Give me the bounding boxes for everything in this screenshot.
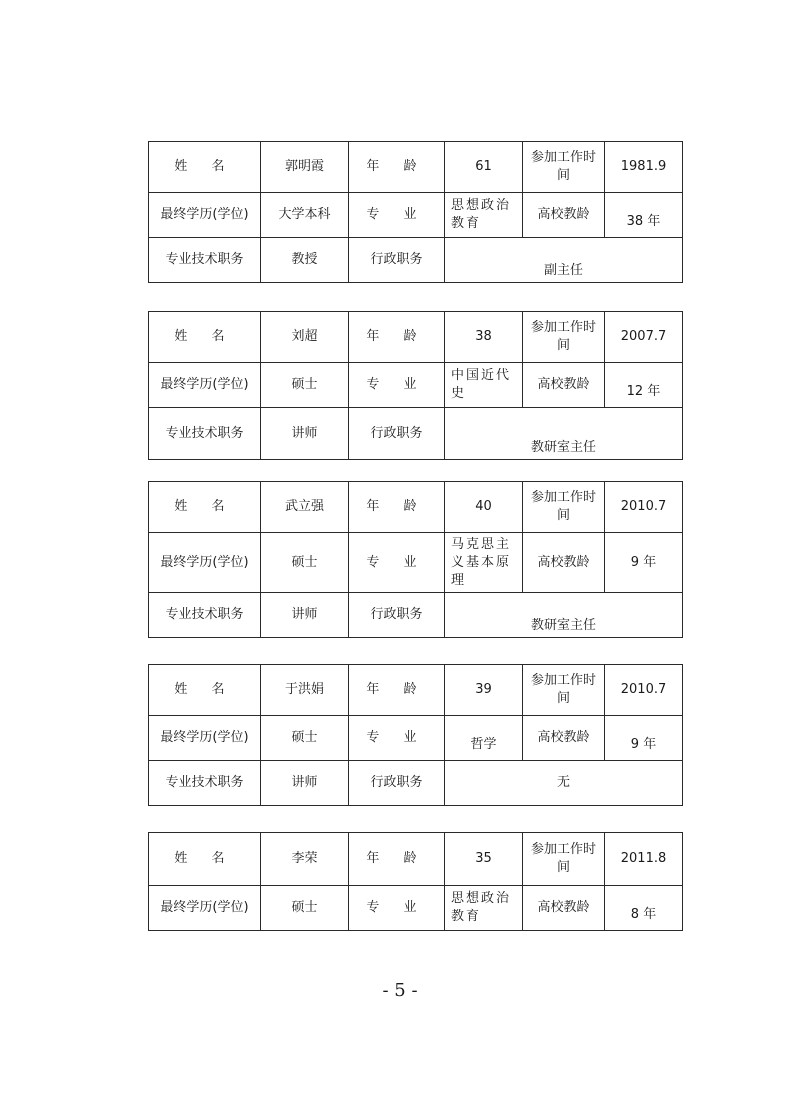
- value-admin-post: 副主任: [445, 238, 683, 283]
- value-admin-post: 教研室主任: [445, 408, 683, 460]
- staff-card-5: [148, 832, 683, 931]
- label-teaching-years: 高校教龄: [523, 533, 605, 593]
- label-title: 专业技术职务: [149, 408, 261, 460]
- label-work-start: 参加工作时间: [523, 142, 605, 193]
- label-admin-post: 行政职务: [349, 593, 445, 638]
- label-work-start: 参加工作时间: [523, 833, 605, 886]
- label-age: 年 龄: [349, 482, 445, 533]
- label-admin-post: 行政职务: [349, 761, 445, 806]
- label-admin-post: 行政职务: [349, 408, 445, 460]
- value-teaching-years: 38 年: [605, 193, 683, 238]
- label-work-start: 参加工作时间: [523, 482, 605, 533]
- value-name: 刘超: [261, 312, 349, 363]
- page-number: - 5 -: [382, 980, 418, 1001]
- value-teaching-years: 9 年: [605, 533, 683, 593]
- staff-card-3: [148, 481, 683, 638]
- label-major: 专 业: [349, 886, 445, 931]
- label-education: 最终学历(学位): [149, 363, 261, 408]
- staff-card-1: [148, 141, 683, 283]
- value-name: 武立强: [261, 482, 349, 533]
- value-work-start: 2007.7: [605, 312, 683, 363]
- label-education: 最终学历(学位): [149, 886, 261, 931]
- label-name: 姓 名: [149, 665, 261, 716]
- value-education: 大学本科: [261, 193, 349, 238]
- value-education: 硕士: [261, 886, 349, 931]
- staff-card-4: [148, 664, 683, 806]
- value-age: 38: [445, 312, 523, 363]
- label-title: 专业技术职务: [149, 761, 261, 806]
- value-age: 35: [445, 833, 523, 886]
- label-major: 专 业: [349, 716, 445, 761]
- value-age: 40: [445, 482, 523, 533]
- label-education: 最终学历(学位): [149, 533, 261, 593]
- label-name: 姓 名: [149, 482, 261, 533]
- label-age: 年 龄: [349, 312, 445, 363]
- value-title: 教授: [261, 238, 349, 283]
- value-teaching-years: 9 年: [605, 716, 683, 761]
- value-work-start: 2010.7: [605, 482, 683, 533]
- value-major: 哲学: [445, 716, 523, 761]
- label-age: 年 龄: [349, 833, 445, 886]
- value-age: 39: [445, 665, 523, 716]
- value-name: 李荣: [261, 833, 349, 886]
- label-teaching-years: 高校教龄: [523, 716, 605, 761]
- value-education: 硕士: [261, 716, 349, 761]
- value-work-start: 2011.8: [605, 833, 683, 886]
- value-education: 硕士: [261, 533, 349, 593]
- label-age: 年 龄: [349, 142, 445, 193]
- label-admin-post: 行政职务: [349, 238, 445, 283]
- value-title: 讲师: [261, 593, 349, 638]
- value-work-start: 1981.9: [605, 142, 683, 193]
- label-teaching-years: 高校教龄: [523, 363, 605, 408]
- value-admin-post: 无: [445, 761, 683, 806]
- value-name: 于洪娟: [261, 665, 349, 716]
- value-major: 中国近代史: [445, 363, 523, 408]
- label-name: 姓 名: [149, 142, 261, 193]
- value-major: 思想政治教育: [445, 886, 523, 931]
- value-age: 61: [445, 142, 523, 193]
- value-teaching-years: 8 年: [605, 886, 683, 931]
- label-work-start: 参加工作时间: [523, 312, 605, 363]
- value-work-start: 2010.7: [605, 665, 683, 716]
- value-major: 思想政治教育: [445, 193, 523, 238]
- label-major: 专 业: [349, 363, 445, 408]
- label-major: 专 业: [349, 533, 445, 593]
- value-major: 马克思主义基本原理: [445, 533, 523, 593]
- label-major: 专 业: [349, 193, 445, 238]
- label-teaching-years: 高校教龄: [523, 886, 605, 931]
- label-name: 姓 名: [149, 312, 261, 363]
- staff-card-2: [148, 311, 683, 460]
- label-education: 最终学历(学位): [149, 716, 261, 761]
- value-teaching-years: 12 年: [605, 363, 683, 408]
- label-name: 姓 名: [149, 833, 261, 886]
- value-admin-post: 教研室主任: [445, 593, 683, 638]
- value-title: 讲师: [261, 408, 349, 460]
- label-title: 专业技术职务: [149, 238, 261, 283]
- label-teaching-years: 高校教龄: [523, 193, 605, 238]
- value-title: 讲师: [261, 761, 349, 806]
- value-name: 郭明霞: [261, 142, 349, 193]
- label-education: 最终学历(学位): [149, 193, 261, 238]
- value-education: 硕士: [261, 363, 349, 408]
- label-work-start: 参加工作时间: [523, 665, 605, 716]
- label-age: 年 龄: [349, 665, 445, 716]
- label-title: 专业技术职务: [149, 593, 261, 638]
